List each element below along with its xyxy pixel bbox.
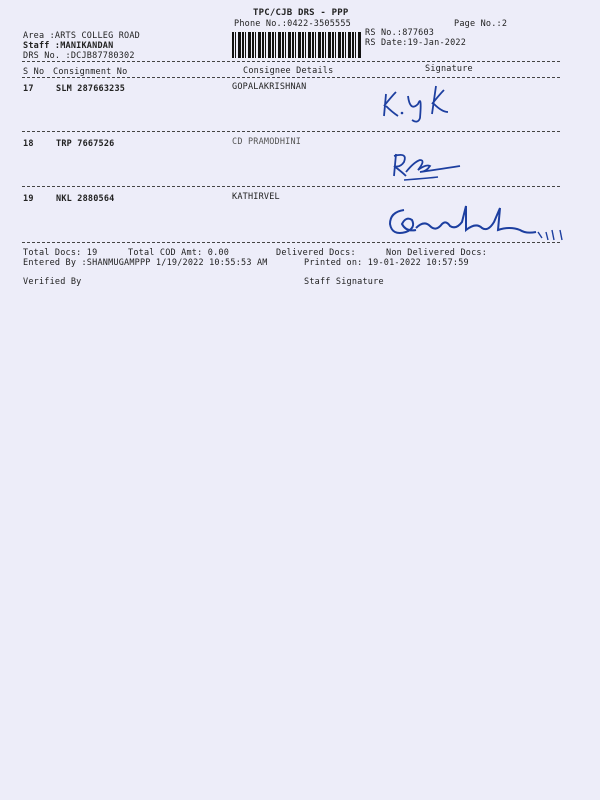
barcode-image bbox=[232, 32, 362, 58]
divider bbox=[22, 186, 560, 187]
col-header-consignment: Consignment No bbox=[53, 67, 128, 77]
page-number: Page No.:2 bbox=[454, 19, 508, 29]
phone-number: Phone No.:0422-3505555 bbox=[234, 19, 351, 29]
row-consignee: KATHIRVEL bbox=[232, 192, 280, 202]
col-header-signature: Signature bbox=[425, 64, 473, 74]
entered-by: Entered By :SHANMUGAMPPP 1/19/2022 10:55:53 AM bbox=[23, 258, 268, 268]
col-header-consignee: Consignee Details bbox=[243, 66, 334, 76]
doc-title: TPC/CJB DRS - PPP bbox=[253, 8, 349, 18]
divider bbox=[22, 131, 560, 132]
staff-signature-label: Staff Signature bbox=[304, 277, 384, 287]
col-header-sno: S No bbox=[23, 67, 45, 77]
divider bbox=[22, 242, 560, 243]
rs-date: RS Date:19-Jan-2022 bbox=[365, 38, 467, 48]
signature-image bbox=[386, 202, 576, 244]
row-consignment: SLM 287663235 bbox=[56, 84, 126, 94]
row-sno: 19 bbox=[23, 194, 34, 204]
row-consignment: NKL 2880564 bbox=[56, 194, 115, 204]
drs-number: DRS No. :DCJB87780302 bbox=[23, 51, 135, 61]
divider bbox=[22, 61, 560, 62]
verified-by: Verified By bbox=[23, 277, 82, 287]
row-consignee: GOPALAKRISHNAN bbox=[232, 82, 307, 92]
signature-image bbox=[390, 150, 470, 184]
delivered-docs: Delivered Docs: bbox=[276, 248, 356, 258]
row-consignment: TRP 7667526 bbox=[56, 139, 115, 149]
row-sno: 17 bbox=[23, 84, 34, 94]
rs-number: RS No.:877603 bbox=[365, 28, 435, 38]
signature-image bbox=[378, 82, 468, 122]
printed-on: Printed on: 19-01-2022 10:57:59 bbox=[304, 258, 469, 268]
staff-label: Staff :MANIKANDAN bbox=[23, 41, 114, 51]
area-label: Area :ARTS COLLEG ROAD bbox=[23, 31, 140, 41]
divider bbox=[22, 77, 560, 78]
total-cod-amount: Total COD Amt: 0.00 bbox=[128, 248, 230, 258]
total-docs: Total Docs: 19 bbox=[23, 248, 98, 258]
row-sno: 18 bbox=[23, 139, 34, 149]
non-delivered-docs: Non Delivered Docs: bbox=[386, 248, 488, 258]
row-consignee: CD PRAMODHINI bbox=[232, 137, 302, 147]
